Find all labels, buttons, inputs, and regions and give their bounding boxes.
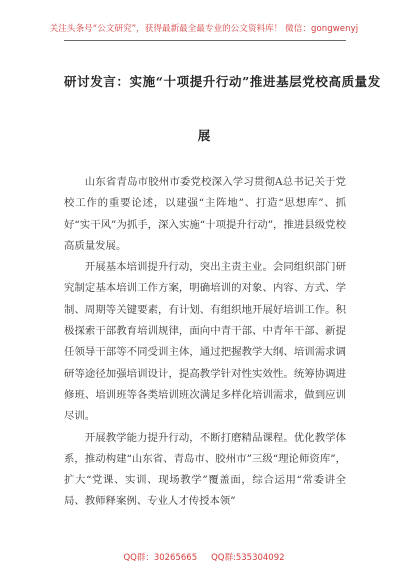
document-title-line2: 展 <box>197 128 211 143</box>
header-divider <box>64 40 346 41</box>
footer-qq-group-2: QQ群:535304092 <box>211 553 285 563</box>
document-title-line1: 研讨发言：实施“十项提升行动”推进基层党校高质量发 <box>64 74 381 89</box>
footer-qq-group-1: QQ群：30265665 <box>123 553 198 563</box>
document-body <box>64 172 346 513</box>
paragraph-teaching-ability: 开展教学能力提升行动，不断打磨精品课程。优化教学体系，推动构建“山东省、青岛市、胶州市”三级“理论师资库”，扩大“党课、实训、现场教学”覆盖面，综合运用“常委讲全局、教师释案例、专业人才传授本领” <box>64 431 346 508</box>
paragraph-intro: 山东省青岛市胶州市委党校深入学习贯彻A总书记关于党校工作的重要论述，以建强“主阵地”、打造“思想库”、抓好“实干风”为抓手，深入实施“十项提升行动”，推进县级党校高质量发展。 <box>64 176 346 252</box>
header-notice: 关注头条号“公文研究”，获得最新最全最专业的公文资料库！ 微信：gongwenyj <box>49 24 359 34</box>
paragraph-basic-training: 开展基本培训提升行动，突出主责主业。会同组织部门研究制定基本培训工作方案，明确培训的对象、内容、方式、学制、周期等关键要素，有计划、有组织地开展好培训工作。积极探索干部教育培训规律，面向中青干部、中青年干部、新提任领导干部等不同受训主体，通过把握教学大纲、培训需求调研等途径加强培训设计，提高教学针对性实效性。统筹协调进修班、培训班等各类培训班次满足多样化培训需求，做到应训尽训。 <box>64 261 346 423</box>
footer-contacts <box>0 551 408 563</box>
